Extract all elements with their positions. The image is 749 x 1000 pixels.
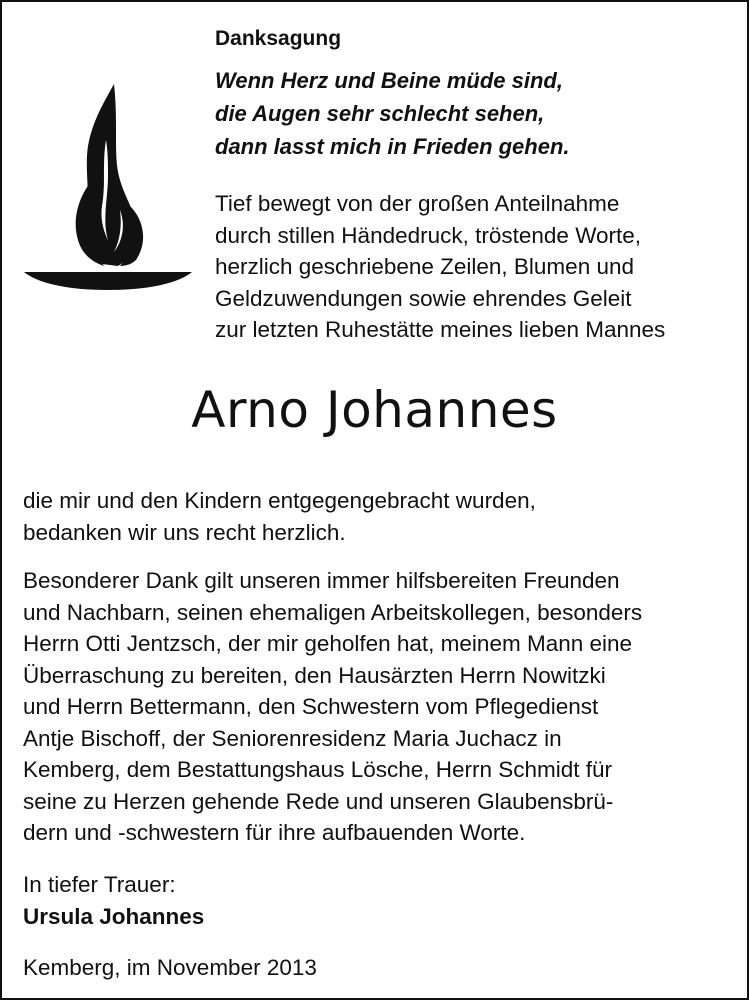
intro-line: Geldzuwendungen sowie ehrendes Geleit xyxy=(215,285,632,311)
poem-line: die Augen sehr schlecht sehen, xyxy=(215,101,545,126)
intro-line: herzlich geschriebene Zeilen, Blumen und xyxy=(215,254,634,279)
poem xyxy=(215,64,570,163)
poem-line: Wenn Herz und Beine müde sind, xyxy=(215,68,563,93)
signer-name: Ursula Johannes xyxy=(23,903,205,929)
special-thanks-line: Kemberg, dem Bestattungshaus Lösche, Herrn Schmidt für xyxy=(23,757,613,782)
intro-line: Tief bewegt von der großen Anteilnahme xyxy=(215,191,620,216)
poem-line: dann lasst mich in Frieden gehen. xyxy=(215,134,570,159)
special-thanks-line: seine zu Herzen gehende Rede und unseren Glaubensbrü- xyxy=(23,788,614,814)
special-thanks-line: und Nachbarn, seinen ehemaligen Arbeitskollegen, besonders xyxy=(23,599,643,625)
dateline: Kemberg, im November 2013 xyxy=(23,955,317,980)
special-thanks-line: Überraschung zu bereiten, den Hausärzten Herrn Nowitzki xyxy=(23,662,606,688)
eternal-flame-bowl-icon xyxy=(22,80,194,290)
thanks-paragraph xyxy=(23,485,536,548)
intro-line: zur letzten Ruhestätte meines lieben Mannes xyxy=(215,317,666,342)
mourning-label: In tiefer Trauer: xyxy=(23,872,176,897)
thanks-line: bedanken wir uns recht herzlich. xyxy=(23,519,346,545)
intro-paragraph xyxy=(215,188,665,346)
signature-block xyxy=(23,869,204,932)
heading: Danksagung xyxy=(215,27,342,50)
special-thanks-line: dern und -schwestern für ihre aufbauenden Worte. xyxy=(23,820,526,845)
special-thanks-line: und Herrn Bettermann, den Schwestern vom Pflegedienst xyxy=(23,694,599,719)
special-thanks-line: Besonderer Dank gilt unseren immer hilfsbereiten Freunden xyxy=(23,568,620,593)
special-thanks-line: Herrn Otti Jentzsch, der mir geholfen hat, meinem Mann eine xyxy=(23,631,633,656)
intro-line: durch stillen Händedruck, tröstende Worte, xyxy=(215,222,642,248)
special-thanks-line: Antje Bischoff, der Seniorenresidenz Maria Juchacz in xyxy=(23,725,562,751)
thanks-line: die mir und den Kindern entgegengebracht wurden, xyxy=(23,488,536,513)
special-thanks-paragraph xyxy=(23,565,642,849)
deceased-name: Arno Johannes xyxy=(191,381,558,439)
